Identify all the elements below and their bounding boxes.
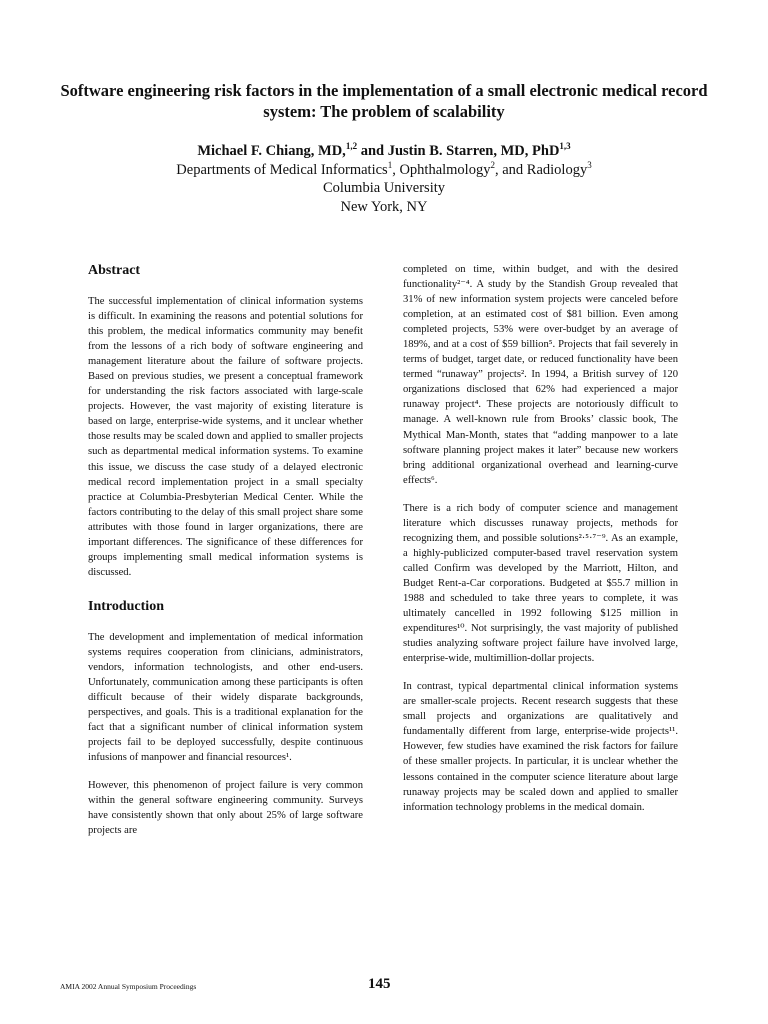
location: New York, NY [340,198,428,215]
right-paragraph-2: There is a rich body of computer science and management literature which discusses runaway projects, methods for recognizing them, and possible solutions²·⁵·⁷⁻⁹. As an example, a highly-publicized computer-based travel reservation system called Confirm was developed by the Marriott, Hilton, and Budget Rent-a-Car corporations. Budgeted at $55.7 million in 1988 and scheduled to take three years to complete, it was ultimately cancelled in 1992 following $125 million in expenditures¹⁰. Not surprisingly, the vast majority of published studies analyzing software project failure have involved large, enterprise-wide, multimillion-dollar projects. [403,502,678,665]
right-column [403,262,678,828]
left-column [88,262,363,852]
introduction-paragraph-2: However, this phenomenon of project failure is very common within the general software engineering community. Surveys have consistently shown that only about 25% of large software projects are [88,780,363,837]
page-number: 145 [368,976,391,992]
dept-sup-3: 3 [587,159,592,170]
author-2: and Justin B. Starren, MD, PhD [357,143,560,159]
author-1-affiliations: 1,2 [345,141,358,152]
author-names [60,142,708,161]
dept-radiology: , and Radiology [494,161,588,178]
title-block [60,80,708,216]
dept-sup-2: 2 [490,159,495,170]
dept-medical-informatics: Departments of Medical Informatics [176,161,388,178]
right-paragraph-3: In contrast, typical departmental clinical information systems are smaller-scale projects. Recent research suggests that these small projects and organizations are qualitatively and fundamentally different from large, enterprise-wide projects¹¹. However, few studies have examined the risk factors for failure of these smaller projects. In particular, it is unclear whether the lessons contained in the computer science literature about large runaway projects may be scaled down and applied to smaller information technology problems in the medical domain. [403,681,678,813]
author-1: Michael F. Chiang, MD, [197,143,346,159]
departments [60,161,708,180]
paper-title: Software engineering risk factors in the implementation of a small electronic medical record system: The problem of scalability [60,81,708,121]
university: Columbia University [322,180,446,196]
dept-sup-1: 1 [387,159,393,170]
introduction-heading: Introduction [88,598,164,614]
author-block [60,142,708,216]
author-2-affiliations: 1,3 [559,141,571,152]
right-paragraph-1: completed on time, within budget, and with the desired functionality²⁻⁴. A study by the Standish Group revealed that 31% of new information system projects were canceled before completion, at an estimated cost of $81 billion. Even among completed projects, 53% were over-budget by an average of 189%, and at a cost of $59 billion⁵. Projects that fail severely in terms of budget, target date, or reduced functionality have been termed “runaway” projects². In 1994, a British survey of 120 organizations disclosed that 62% had experienced a major runaway project⁴. These projects are notoriously difficult to manage. A well-known rule from Brooks’ classic book, The Mythical Man-Month, states that “adding manpower to a late software planning project makes it later” because new workers bring additional organizational overhead and learning-curve effects⁶. [403,264,678,486]
introduction-paragraph-1: The development and implementation of medical information systems requires cooperation from clinicians, administrators, vendors, information technologists, and other end-users. Unfortunately, communication among these participants is often difficult because of their widely disparate backgrounds, perspectives, and goals. This is a traditional explanation for the fact that a significant number of clinical information system projects fail to be deployed successfully, despite continuous infusions of manpower and financial resources¹. [88,631,363,764]
abstract-text: The successful implementation of clinical information systems is difficult. In examining the reasons and potential solutions for this problem, the medical informatics community may benefit from the lessons of a rich body of software engineering and management literature about the failure of software projects. Based on previous studies, we present a conceptual framework for understanding the risk factors associated with large-scale projects. However, the vast majority of existing literature is based on large, enterprise-wide systems, and it unclear whether those results may be scaled down and applied to smaller projects such as departmental medical information systems. To examine this issue, we discuss the case study of a delayed electronic medical record implementation project in a small specialty practice at Columbia-Presbyterian Medical Center. While the factors contributing to the delay of this small project share some attributes with those found in larger organizations, there are important differences. The significance of these differences for groups implementing small medical information systems is discussed. [88,296,363,578]
footer-venue: AMIA 2002 Annual Symposium Proceedings [60,982,197,991]
dept-ophthalmology: , Ophthalmology [392,161,491,178]
abstract-heading: Abstract [88,263,141,278]
